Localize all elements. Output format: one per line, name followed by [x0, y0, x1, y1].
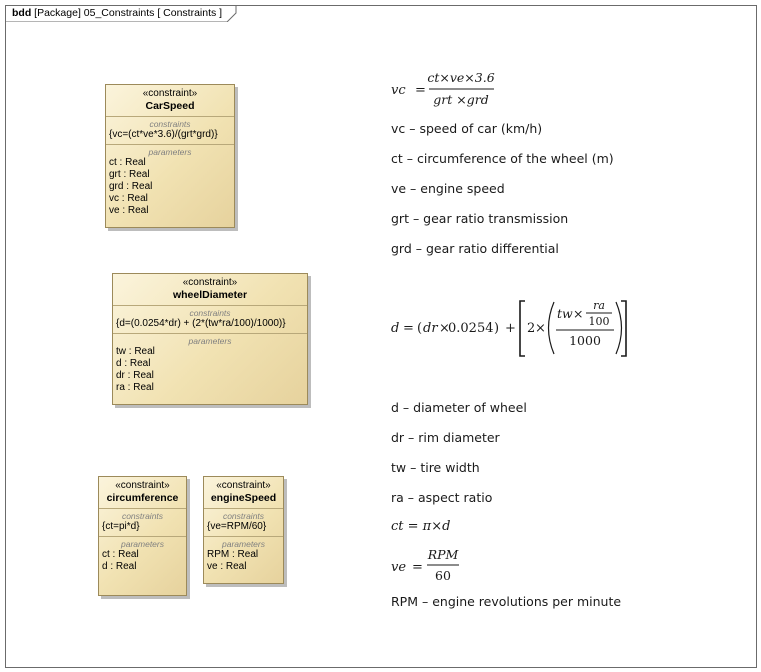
parameter: ct : Real: [102, 549, 139, 560]
block-stereotype: «constraint»: [142, 88, 198, 99]
note-rpm: RPM – engine revolutions per minute: [391, 594, 622, 609]
left-big-paren: [549, 302, 555, 354]
block-stereotype: «constraint»: [115, 480, 170, 491]
compartment-title: constraints: [189, 308, 231, 318]
block-stereotype: «constraint»: [182, 277, 238, 288]
compartment-title: parameters: [148, 147, 192, 157]
right-big-paren: [616, 302, 622, 354]
constraint-expression: {vc=(ct*ve*3.6)/(grt*grd)}: [109, 129, 218, 140]
eq-dr: dr: [423, 321, 438, 336]
eq-lhs: ve: [391, 560, 407, 575]
eq-lhs: d: [391, 321, 400, 336]
eq-denominator: grt ×grd: [433, 92, 489, 107]
eq-thousand: 1000: [569, 333, 601, 348]
block-name: wheelDiameter: [172, 289, 248, 301]
diagram-title: [Package] 05_Constraints [ Constraints ]: [34, 7, 223, 19]
compartment-title: parameters: [121, 539, 164, 549]
eq-numerator: RPM: [427, 547, 459, 562]
equation-ve: [388, 544, 468, 588]
constraints-compartment: [113, 306, 307, 334]
block-stereotype: «constraint»: [216, 480, 271, 491]
parameter: ve : Real: [207, 561, 247, 572]
note-dr: dr – rim diameter: [391, 430, 500, 445]
note-vc: vc – speed of car (km/h): [391, 121, 543, 136]
parameter: vc : Real: [109, 193, 148, 204]
equation-d: [388, 296, 638, 360]
block-carspeed[interactable]: [105, 84, 235, 228]
compartment-title: parameters: [222, 539, 265, 549]
eq-lhs: vc: [391, 83, 406, 98]
diagram-kind: bdd: [12, 7, 32, 19]
note-grt: grt – gear ratio transmission: [391, 211, 569, 226]
eq-plus: +: [505, 321, 516, 336]
block-wheeldiameter[interactable]: [112, 273, 308, 405]
parameter: d : Real: [102, 561, 137, 572]
equation-vc: [388, 66, 508, 112]
constraint-expression: {d=(0.0254*dr) + (2*(tw*ra/100)/1000)}: [116, 318, 286, 329]
constraints-compartment: [204, 509, 283, 537]
eq-times: ×: [535, 321, 546, 336]
note-ve: ve – engine speed: [391, 181, 505, 196]
eq-equals: =: [412, 560, 423, 575]
eq-tw: tw: [557, 306, 573, 321]
parameter: d : Real: [116, 358, 151, 369]
parameter: ct : Real: [109, 157, 146, 168]
eq-equals: =: [403, 321, 414, 336]
eq-times: ×: [573, 306, 584, 321]
compartment-title: constraints: [121, 511, 164, 521]
parameter: dr : Real: [116, 370, 154, 381]
parameter: grd : Real: [109, 181, 153, 192]
block-circumference[interactable]: [98, 476, 187, 596]
constraints-compartment: [99, 509, 186, 537]
parameters-compartment: [106, 145, 234, 220]
eq-constant: 0.0254: [448, 321, 494, 336]
parameters-compartment: [99, 537, 186, 576]
compartment-title: constraints: [222, 511, 265, 521]
eq-ra: ra: [593, 299, 605, 312]
eq-times: ×: [439, 321, 450, 336]
compartment-title: parameters: [188, 336, 232, 346]
block-name: circumference: [106, 492, 179, 504]
parameter: tw : Real: [116, 346, 155, 357]
parameter: ra : Real: [116, 382, 154, 393]
note-ct: ct – circumference of the wheel (m): [391, 151, 614, 166]
eq-equals: =: [415, 83, 426, 98]
parameter: RPM : Real: [207, 549, 259, 560]
block-enginespeed[interactable]: [203, 476, 284, 584]
parameter: grt : Real: [109, 169, 150, 180]
block-name: CarSpeed: [145, 100, 195, 112]
constraints-compartment: [106, 117, 234, 145]
parameters-compartment: [204, 537, 283, 576]
constraint-expression: {ve=RPM/60}: [207, 521, 267, 532]
eq-rparen: ): [494, 321, 500, 336]
eq-denominator: 60: [435, 568, 451, 583]
block-name: engineSpeed: [210, 492, 277, 504]
equation-ct: ct = π×d: [391, 519, 451, 534]
note-d: d – diameter of wheel: [391, 400, 527, 415]
note-tw: tw – tire width: [391, 460, 480, 475]
note-grd: grd – gear ratio differential: [391, 241, 559, 256]
parameters-compartment: [113, 334, 307, 397]
note-ra: ra – aspect ratio: [391, 490, 493, 505]
eq-hundred: 100: [588, 315, 610, 328]
eq-two: 2: [527, 321, 536, 336]
frame-title: [12, 7, 222, 19]
compartment-title: constraints: [149, 119, 191, 129]
constraint-expression: {ct=pi*d}: [102, 521, 140, 532]
left-bracket: [520, 301, 525, 356]
eq-numerator: ct×ve×3.6: [427, 70, 495, 85]
parameter: ve : Real: [109, 205, 149, 216]
eq-lparen: (: [417, 321, 423, 336]
